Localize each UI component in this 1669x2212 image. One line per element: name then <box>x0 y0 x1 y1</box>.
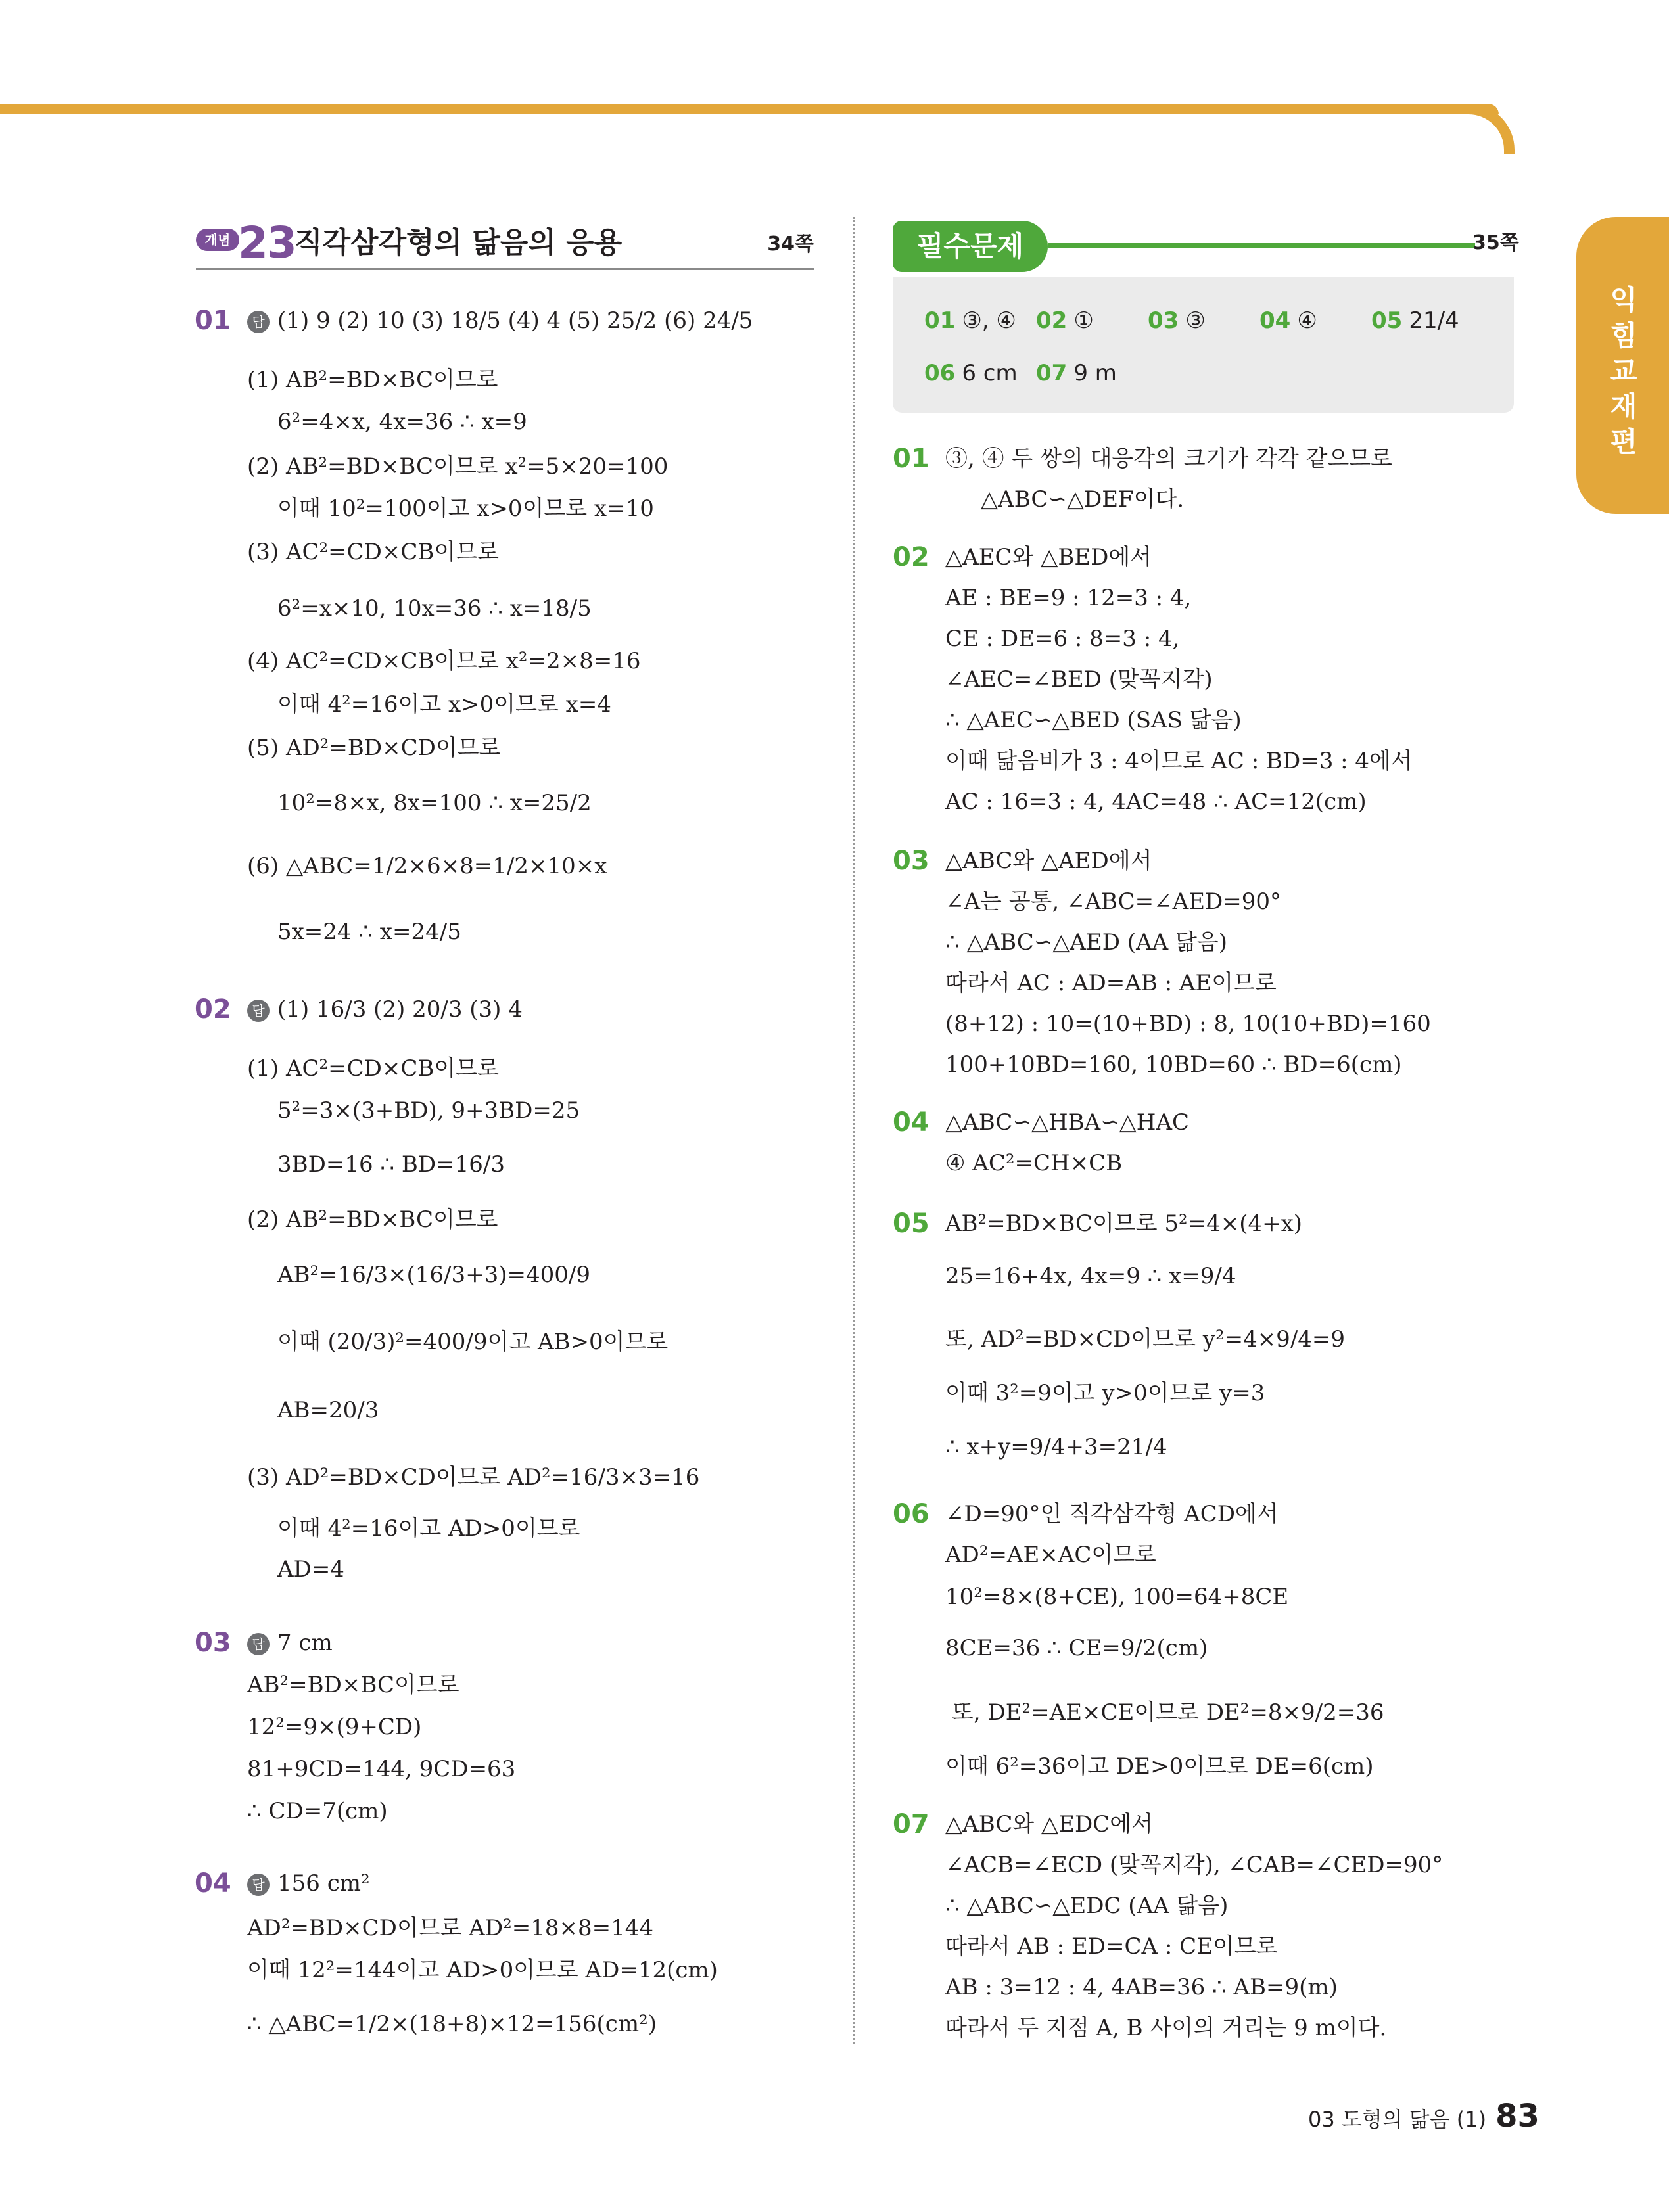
solution-line: 이때 6²=36이고 DE>0이므로 DE=6(cm) <box>945 1753 1374 1780</box>
solution-line: 이때 12²=144이고 AD>0이므로 AD=12(cm) <box>247 1957 718 1983</box>
solution-line: AD²=BD×CD이므로 AD²=18×8=144 <box>247 1915 653 1941</box>
solution-line: 3BD=16 ∴ BD=16/3 <box>277 1151 505 1178</box>
solution-line: (2) AB²=BD×BC이므로 <box>247 1207 498 1233</box>
answer-07: 07 9 m <box>1036 360 1117 386</box>
solution-line: AB²=BD×BC이므로 <box>247 1672 459 1698</box>
answer-line: 답 (1) 16/3 (2) 20/3 (3) 4 <box>247 995 523 1024</box>
solution-line: △ABC∽△HBA∽△HAC <box>945 1109 1190 1136</box>
solution-line: CE : DE=6 : 8=3 : 4, <box>945 626 1180 652</box>
answer-05: 05 21/4 <box>1371 308 1459 334</box>
problem-number: 02 <box>893 542 929 572</box>
solution-line: △ABC와 △EDC에서 <box>945 1811 1153 1837</box>
answer-badge: 답 <box>247 1874 270 1896</box>
section-number: 23 <box>238 218 296 268</box>
problem-number: 04 <box>195 1868 231 1899</box>
solution-line: AB : 3=12 : 4, 4AB=36 ∴ AB=9(m) <box>945 1974 1338 2000</box>
answer-02: 02 ① <box>1036 308 1094 334</box>
solution-line: ∠D=90°인 직각삼각형 ACD에서 <box>945 1501 1279 1527</box>
problem-number: 01 <box>195 306 231 336</box>
answer-badge: 답 <box>247 1000 270 1022</box>
problem-number: 02 <box>195 994 231 1025</box>
answer-01: 01 ③, ④ <box>924 308 1016 334</box>
solution-line: (2) AB²=BD×BC이므로 x²=5×20=100 <box>247 453 669 480</box>
solution-line: (3) AD²=BD×CD이므로 AD²=16/3×3=16 <box>247 1464 700 1490</box>
solution-line: 5x=24 ∴ x=24/5 <box>277 919 461 945</box>
solution-line: 이때 4²=16이고 x>0이므로 x=4 <box>277 691 611 718</box>
solution-line: 8CE=36 ∴ CE=9/2(cm) <box>945 1635 1208 1661</box>
solution-line: 이때 3²=9이고 y>0이므로 y=3 <box>945 1380 1265 1406</box>
solution-line: (5) AD²=BD×CD이므로 <box>247 735 501 761</box>
problem-number: 05 <box>893 1209 929 1239</box>
solution-line: AD²=AE×AC이므로 <box>945 1542 1156 1568</box>
answer-line: 답 (1) 9 (2) 10 (3) 18/5 (4) 4 (5) 25/2 (6) 24/5 <box>247 306 753 335</box>
solution-line: ∠AEC=∠BED (맞꼭지각) <box>945 666 1213 693</box>
solution-line: AC : 16=3 : 4, 4AC=48 ∴ AC=12(cm) <box>945 789 1367 815</box>
solution-line: (8+12) : 10=(10+BD) : 8, 10(10+BD)=160 <box>945 1011 1431 1037</box>
answer-line: 답 7 cm <box>247 1628 333 1657</box>
top-accent-curve <box>1453 104 1515 154</box>
answer-03: 03 ③ <box>1148 308 1206 334</box>
answer-badge: 답 <box>247 311 270 333</box>
solution-line: ∴ △AEC∽△BED (SAS 닮음) <box>945 707 1242 733</box>
section-page-ref: 34쪽 <box>767 233 814 256</box>
solution-line: 따라서 AC : AD=AB : AE이므로 <box>945 970 1277 996</box>
solution-line: ∠ACB=∠ECD (맞꼭지각), ∠CAB=∠CED=90° <box>945 1852 1444 1878</box>
solution-line: 또, DE²=AE×CE이므로 DE²=8×9/2=36 <box>952 1699 1384 1726</box>
top-accent-bar <box>0 104 1499 114</box>
solution-line: 이때 (20/3)²=400/9이고 AB>0이므로 <box>277 1329 669 1355</box>
solution-line: 따라서 AB : ED=CA : CE이므로 <box>945 1933 1278 1960</box>
solution-line: ③, ④ 두 쌍의 대응각의 크기가 각각 같으므로 <box>945 446 1392 472</box>
solution-line: 25=16+4x, 4x=9 ∴ x=9/4 <box>945 1263 1236 1289</box>
solution-line: △ABC∽△DEF이다. <box>981 486 1185 513</box>
problem-number: 03 <box>893 846 929 876</box>
solution-line: 81+9CD=144, 9CD=63 <box>247 1756 516 1782</box>
problem-number: 06 <box>893 1499 929 1529</box>
solution-line: △AEC와 △BED에서 <box>945 544 1152 570</box>
solution-line: AE : BE=9 : 12=3 : 4, <box>945 585 1192 611</box>
problem-number: 03 <box>195 1628 231 1658</box>
answer-summary-box <box>893 277 1514 413</box>
solution-line: ∠A는 공통, ∠ABC=∠AED=90° <box>945 888 1282 915</box>
problem-number: 07 <box>893 1809 929 1839</box>
answer-04: 04 ④ <box>1259 308 1317 334</box>
chapter-label: 03 도형의 닮음 (1) <box>1308 2107 1487 2132</box>
column-divider <box>853 217 855 2044</box>
solution-line: AB²=BD×BC이므로 5²=4×(4+x) <box>945 1210 1303 1237</box>
solution-line: 100+10BD=160, 10BD=60 ∴ BD=6(cm) <box>945 1051 1402 1078</box>
solution-line: 10²=8×(8+CE), 100=64+8CE <box>945 1584 1289 1610</box>
solution-line: 12²=9×(9+CD) <box>247 1714 422 1740</box>
solution-line: △ABC와 △AED에서 <box>945 848 1152 874</box>
required-problems-title: 필수문제 <box>893 221 1048 272</box>
solution-line: (1) AB²=BD×BC이므로 <box>247 367 498 393</box>
solution-line: ④ AC²=CH×CB <box>945 1150 1123 1176</box>
solution-line: 6²=4×x, 4x=36 ∴ x=9 <box>277 409 527 435</box>
solution-line: AB²=16/3×(16/3+3)=400/9 <box>277 1262 590 1288</box>
required-problems-rule <box>1048 243 1475 248</box>
solution-line: ∴ x+y=9/4+3=21/4 <box>945 1434 1167 1460</box>
solution-line: ∴ △ABC∽△AED (AA 닮음) <box>945 929 1227 956</box>
solution-line: (1) AC²=CD×CB이므로 <box>247 1055 499 1082</box>
section-header-left <box>196 217 814 269</box>
problem-number: 04 <box>893 1107 929 1138</box>
solution-line: 따라서 두 지점 A, B 사이의 거리는 9 m이다. <box>945 2015 1387 2041</box>
solution-line: AD=4 <box>277 1556 344 1582</box>
page-number: 83 <box>1495 2098 1540 2134</box>
required-problems-page-ref: 35쪽 <box>1472 231 1519 254</box>
solution-line: (3) AC²=CD×CB이므로 <box>247 539 499 565</box>
problem-number: 01 <box>893 444 929 474</box>
answer-06: 06 6 cm <box>924 360 1018 386</box>
page-footer <box>1308 2096 1540 2139</box>
concept-badge: 개념 <box>196 229 239 251</box>
solution-line: 이때 4²=16이고 AD>0이므로 <box>277 1515 580 1542</box>
solution-line: (4) AC²=CD×CB이므로 x²=2×8=16 <box>247 648 641 674</box>
solution-line: 이때 닮음비가 3 : 4이므로 AC : BD=3 : 4에서 <box>945 748 1413 774</box>
solution-line: 6²=x×10, 10x=36 ∴ x=18/5 <box>277 595 592 622</box>
solution-line: 이때 10²=100이고 x>0이므로 x=10 <box>277 495 654 522</box>
side-tab-label: 익힘교재편 <box>1610 284 1637 458</box>
header-underline <box>196 268 814 270</box>
solution-line: 또, AD²=BD×CD이므로 y²=4×9/4=9 <box>945 1326 1346 1352</box>
solution-line: 5²=3×(3+BD), 9+3BD=25 <box>277 1097 580 1124</box>
section-title: 직각삼각형의 닮음의 응용 <box>294 226 623 260</box>
solution-line: AB=20/3 <box>277 1397 379 1423</box>
solution-line: ∴ △ABC∽△EDC (AA 닮음) <box>945 1893 1229 1919</box>
solution-line: (6) △ABC=1/2×6×8=1/2×10×x <box>247 853 607 879</box>
solution-line: 10²=8×x, 8x=100 ∴ x=25/2 <box>277 790 592 816</box>
answer-line: 답 156 cm² <box>247 1869 370 1898</box>
solution-line: ∴ CD=7(cm) <box>247 1798 388 1824</box>
answer-badge: 답 <box>247 1633 270 1655</box>
solution-line: ∴ △ABC=1/2×(18+8)×12=156(cm²) <box>247 2011 657 2037</box>
